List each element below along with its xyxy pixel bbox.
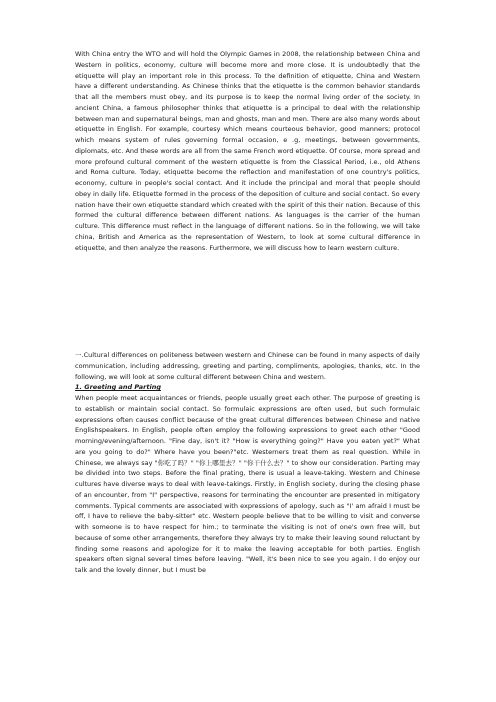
section-one-paragraph: 一.Cultural differences on politeness between western and Chinese can be found in many aspects of daily communication, including addressing, greeting and parting, compliments, apologies, thanks, etc. In the following, we will look at some cultural different between China and western. (75, 351, 420, 381)
heading-greeting-and-parting: 1. Greeting and Parting (75, 383, 161, 391)
greeting-paragraph: When people meet acquaintances or friends, people usually greet each other. The purpose of greeting is to establish or maintain social contact. So formulaic expressions are often used, but such formulaic expressions often causes conflict because of the great cultural differences between Chinese and native Englishspeakers. In English, people often employ the following expressions to greet each other "Good morning/evening/afternoon. "Fine day, isn't it? "How is everything going?" Have you eaten yet?" What are you going to do?" Where have you been?"etc. Westerners treat them as real question. While in Chinese, we always say "你吃了吗？" "你上哪里去？" "你干什么去？" to show our consideration. Parting may be divided into two steps. Before the final prating, there is usual a leave-taking. Western and Chinese cultures have diverse ways to deal with leave-takings. Firstly, in English society, during the closing phase of an encounter, from "I" perspective, reasons for terminating the encounter are presented in mitigatory comments. Typical comments are associated with expressions of apology, such as "I' am afraid I must be off, I have to relieve the baby-sitter" etc. Western people believe that to be willing to visit and converse with someone is to have respect for him.; to terminate the visiting is not of one's own free will, but because of some other arrangements, therefore they always try to make their leaving sound reluctant by finding some reasons and apologize for it to make the leaving acceptable for both parties. English speakers often signal several times before leaving. "Well, it's been nice to see you again. I do enjoy our talk and the lovely dinner, but I must be (75, 394, 420, 574)
intro-paragraph: With China entry the WTO and will hold the Olympic Games in 2008, the relationship between China and Western in politics, economy, culture will become more and more close. It is undoubtedly that the etiquette will play an important role in this process. To the definition of etiquette, China and Western have a different understanding. As Chinese thinks that the etiquette is the common behavior standards that all the members must obey, and its purpose is to keep the normal living order of the society. In ancient China, a famous philosopher thinks that etiquette is a principal to deal with the relationship between man and supernatural beings, man and ghosts, man and men. There are also many words about etiquette in English. For example, courtesy which means courteous behavior, good manners; protocol which means system of rules governing formal occasion, e .g, meetings, between governments, diplomats, etc. And these words are all from the same French word etiquette. Of course, more spread and more profound cultural comment of the western etiquette is from the Classical Period, i.e., old Athens and Roma culture. Today, etiquette become the reflection and manifestation of one country's politics, economy, culture in people's social contact. And it include the principal and moral that people should obey in daily life. Etiquette formed in the process of the deposition of culture and social contact. So every nation have their own etiquette standard which created with the spirit of this their nation. Because of this formed the cultural difference between different nations. As languages is the carrier of the human culture. This difference must reflect in the language of different nations. So in the following, we will take china, British and America as the representation of Western, to look at some cultural difference in etiquette, and then analyze the reasons. Furthermore, we will discuss how to learn western culture. (75, 50, 421, 252)
